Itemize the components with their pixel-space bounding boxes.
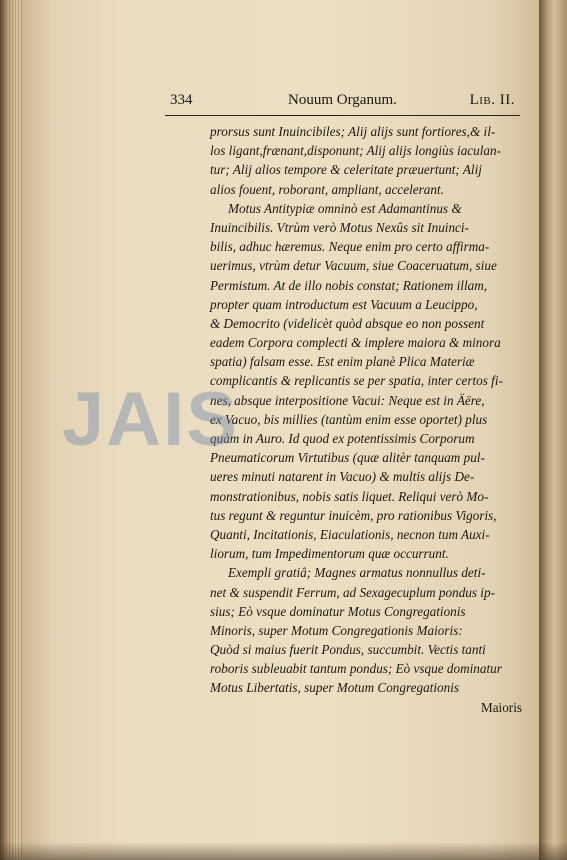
watermark: JAIS [62, 380, 239, 460]
text-line: Quanti, Incitationis, Eiaculationis, necnon tum Auxi- [210, 526, 490, 542]
body-text [210, 122, 522, 717]
text-line: uerimus, vtrùm detur Vacuum, siue Coaceruatum, siue [210, 258, 497, 274]
text-line: prorsus sunt Inuincibiles; Alij alijs sunt fortiores,& il- [210, 124, 496, 139]
header-rule [165, 115, 520, 116]
running-title: Nouum Organum. [288, 92, 397, 108]
text-line: Motus Antitypiæ omninò est Adamantinus & [228, 200, 462, 216]
text-line: roboris subleuabit tantum pondus; Eò vsque dominatur [210, 661, 502, 677]
text-line: Inuincibilis. Vtrùm verò Motus Nexûs sit Inuinci- [210, 219, 469, 235]
book-label: Lib. II. [469, 92, 515, 108]
text-line: quàm in Auro. Id quod ex potentissimis Corporum [210, 431, 475, 446]
text-line: Pneumaticorum Virtutibus (quæ alitèr tanquam pul- [210, 450, 485, 466]
text-line: propter quam introductum est Vacuum a Leucippo, [210, 296, 478, 312]
text-line: ex Vacuo, bis millies (tantùm enim esse oportet) plus [210, 411, 488, 427]
text-line: spatia) falsam esse. Est enim planè Plica Materiæ [210, 354, 475, 370]
text-line: bilis, adhuc hæremus. Neque enim pro certo affirma- [210, 239, 490, 255]
text-line: nes, absque interpositione Vacui: Neque est in Äëre, [210, 392, 485, 408]
text-line: Quòd si maius fuerit Pondus, succumbit. Vectis tanti [210, 642, 486, 658]
text-line: Motus Libertatis, super Motum Congregationis [210, 680, 459, 696]
running-header [170, 92, 515, 112]
text-line: complicantis & replicantis se per spatia, inter certos fi- [210, 373, 503, 389]
text-line: eadem Corpora complecti & implere maiora & minora [210, 335, 501, 351]
page-number: 334 [170, 92, 193, 108]
text-line: net & suspendit Ferrum, ad Sexagecuplum pondus ip- [210, 584, 495, 600]
text-line: tur; Alij alios tempore & celeritate præuertunt; Alij [210, 162, 482, 178]
text-line: tus regunt & reguntur inuicèm, pro rationibus Vigoris, [210, 507, 497, 523]
text-line: monstrationibus, nobis satis liquet. Reliqui verò Mo- [210, 488, 489, 504]
text-line: & Democrito (videlicèt quòd absque eo non possent [210, 315, 485, 331]
text-line: alios fouent, roborant, ampliant, accelerant. [210, 181, 444, 197]
bottom-shadow [0, 842, 567, 860]
text-line: Minoris, super Motum Congregationis Maioris: [210, 622, 463, 638]
text-line: sius; Eò vsque dominatur Motus Congregationis [210, 603, 466, 619]
text-line: ueres minuti natarent in Vacuo) & multis alijs De- [210, 469, 475, 485]
catchword: Maioris [480, 699, 522, 715]
text-line: Exempli gratiâ; Magnes armatus nonnullus deti- [228, 565, 486, 581]
right-page-edge [539, 0, 567, 860]
text-line: liorum, tum Impedimentorum quæ occurrunt. [210, 546, 449, 562]
text-line: los ligant,frænant,disponunt; Alij alijs longiùs iaculan- [210, 143, 502, 159]
text-line: Permistum. At de illo nobis constat; Rationem illam, [210, 277, 488, 293]
